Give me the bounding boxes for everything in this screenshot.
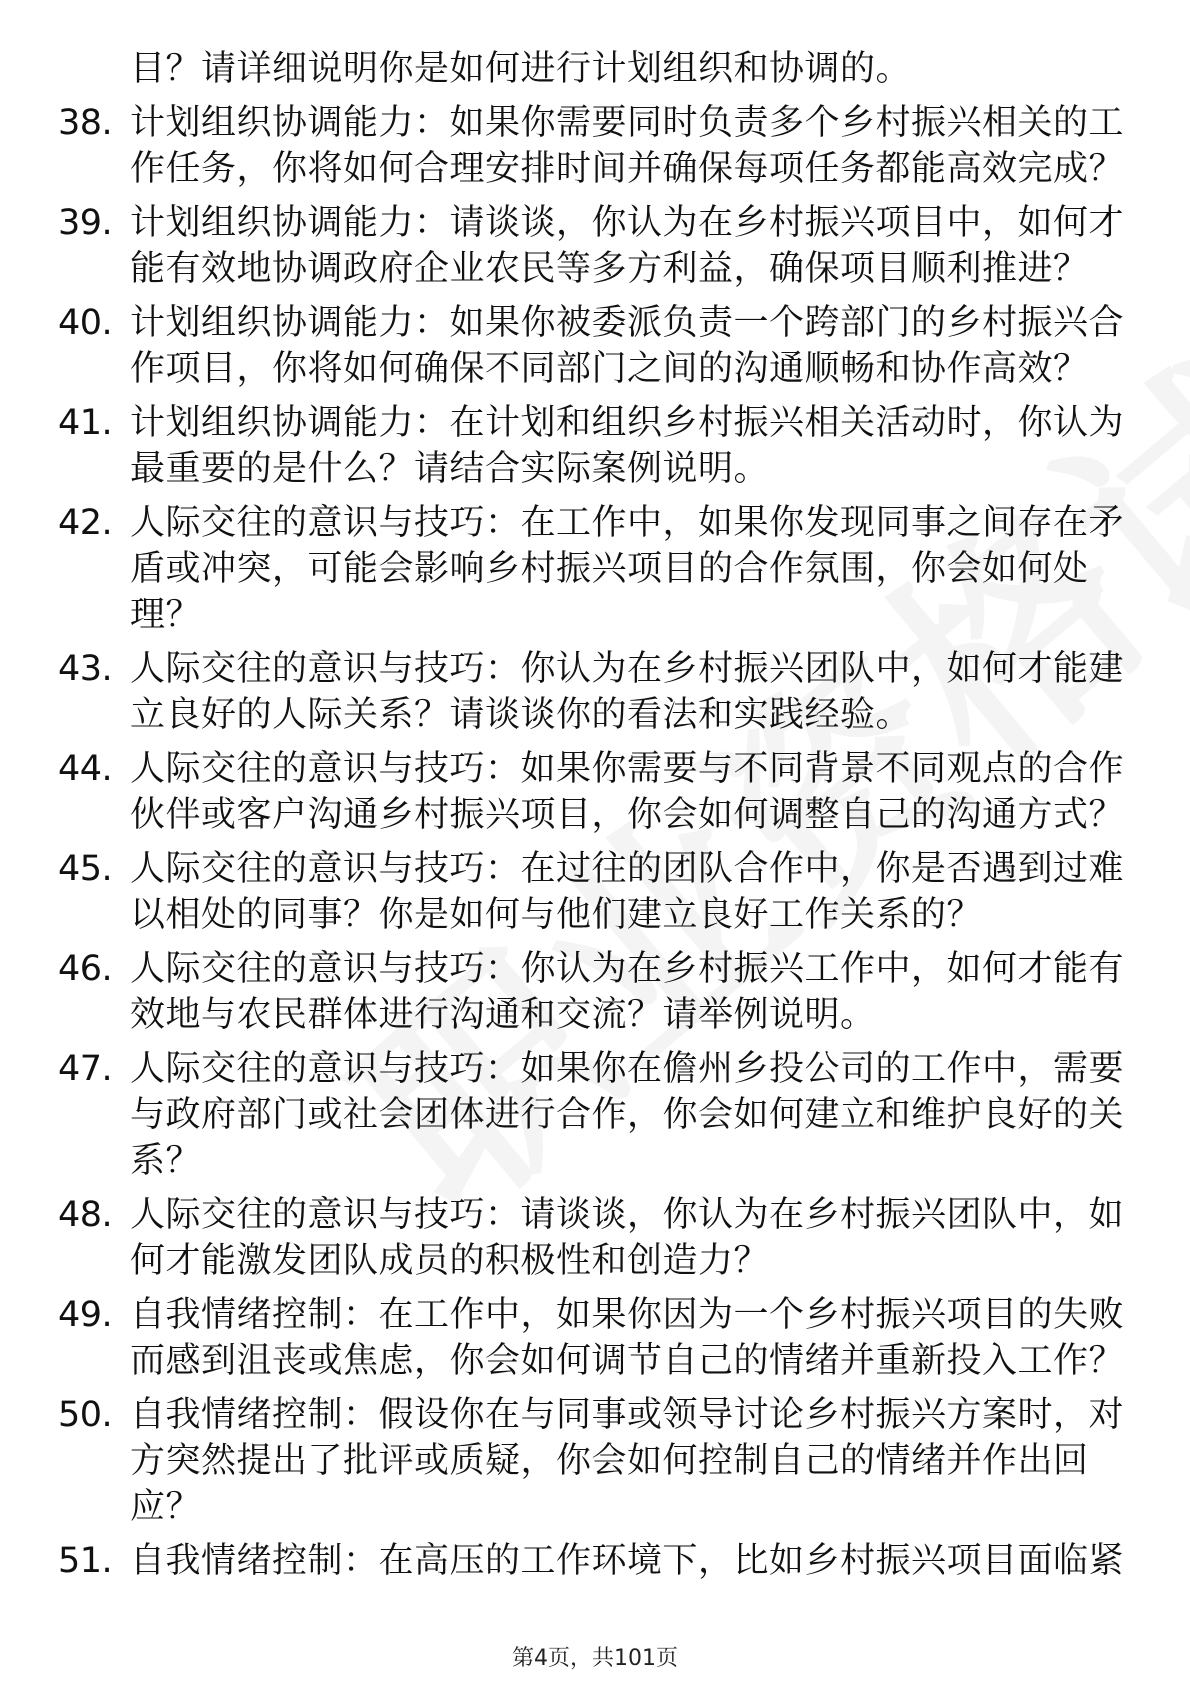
question-number: 50.	[58, 1395, 113, 1435]
question-text-line: 与政府部门或社会团体进行合作，你会如何建立和维护良好的关	[130, 1095, 1125, 1135]
question-text	[130, 1192, 1128, 1284]
question-text-line: 人际交往的意识与技巧：在工作中，如果你发现同事之间存在矛	[130, 503, 1125, 543]
question-number: 40.	[58, 303, 113, 343]
page-footer: 第4页，共101页	[512, 1646, 678, 1671]
question-text-line: 立良好的人际关系？请谈谈你的看法和实践经验。	[130, 695, 912, 735]
question-text-line: 计划组织协调能力：请谈谈，你认为在乡村振兴项目中，如何才	[130, 203, 1125, 243]
question-text	[130, 1538, 1128, 1584]
question-item	[58, 646, 1128, 738]
question-text-line: 作项目，你将如何确保不同部门之间的沟通顺畅和协作高效？	[130, 349, 1089, 389]
question-number: 49.	[58, 1295, 113, 1335]
question-text	[130, 1046, 1128, 1184]
question-text	[130, 400, 1128, 492]
question-text-line: 计划组织协调能力：如果你被委派负责一个跨部门的乡村振兴合	[130, 303, 1125, 343]
question-item	[58, 946, 1128, 1038]
question-text-line: 人际交往的意识与技巧：在过往的团队合作中，你是否遇到过难	[130, 849, 1125, 889]
question-list	[58, 46, 1128, 1584]
question-text-line: 方突然提出了批评或质疑，你会如何控制自己的情绪并作出回	[130, 1441, 1089, 1481]
question-item	[58, 100, 1128, 192]
question-text-line: 盾或冲突，可能会影响乡村振兴项目的合作氛围，你会如何处	[130, 549, 1089, 589]
question-number: 47.	[58, 1049, 113, 1089]
question-text-line: 能有效地协调政府企业农民等多方利益，确保项目顺利推进？	[130, 249, 1089, 289]
question-item	[58, 400, 1128, 492]
question-item	[58, 200, 1128, 292]
question-text	[130, 500, 1128, 638]
question-text-line: 系？	[130, 1141, 202, 1181]
question-item	[58, 1046, 1128, 1184]
question-text-line: 人际交往的意识与技巧：如果你在儋州乡投公司的工作中，需要	[130, 1049, 1125, 1089]
question-text-line: 自我情绪控制：在高压的工作环境下，比如乡村振兴项目面临紧	[130, 1541, 1125, 1581]
question-text-line: 自我情绪控制：在工作中，如果你因为一个乡村振兴项目的失败	[130, 1295, 1125, 1335]
question-text-line: 最重要的是什么？请结合实际案例说明。	[130, 449, 770, 489]
question-items	[58, 100, 1128, 1584]
question-text	[130, 846, 1128, 938]
question-text	[130, 100, 1128, 192]
question-text-line: 人际交往的意识与技巧：如果你需要与不同背景不同观点的合作	[130, 749, 1125, 789]
question-text	[130, 746, 1128, 838]
question-number: 42.	[58, 503, 113, 543]
question-number: 38.	[58, 103, 113, 143]
question-text-line: 伙伴或客户沟通乡村振兴项目，你会如何调整自己的沟通方式？	[130, 795, 1125, 835]
question-text-line: 计划组织协调能力：在计划和组织乡村振兴相关活动时，你认为	[130, 403, 1125, 443]
question-item	[58, 1192, 1128, 1284]
question-text-line: 人际交往的意识与技巧：你认为在乡村振兴团队中，如何才能建	[130, 649, 1125, 689]
question-item	[58, 1292, 1128, 1384]
question-text-line: 以相处的同事？你是如何与他们建立良好工作关系的？	[130, 895, 983, 935]
question-text	[130, 946, 1128, 1038]
question-text-line: 计划组织协调能力：如果你需要同时负责多个乡村振兴相关的工	[130, 103, 1125, 143]
question-text-line: 作任务，你将如何合理安排时间并确保每项任务都能高效完成？	[130, 149, 1125, 189]
question-text-line: 自我情绪控制：假设你在与同事或领导讨论乡村振兴方案时，对	[130, 1395, 1125, 1435]
question-number: 41.	[58, 403, 113, 443]
question-number: 43.	[58, 649, 113, 689]
question-text-line: 人际交往的意识与技巧：你认为在乡村振兴工作中，如何才能有	[130, 949, 1125, 989]
question-text-line: 何才能激发团队成员的积极性和创造力？	[130, 1241, 770, 1281]
question-number: 39.	[58, 203, 113, 243]
question-item	[58, 1538, 1128, 1584]
question-item	[58, 746, 1128, 838]
question-text	[130, 300, 1128, 392]
question-number: 45.	[58, 849, 113, 889]
question-text-line: 效地与农民群体进行沟通和交流？请举例说明。	[130, 995, 876, 1035]
question-item	[58, 846, 1128, 938]
question-text-line: 人际交往的意识与技巧：请谈谈，你认为在乡村振兴团队中，如	[130, 1195, 1125, 1235]
question-text	[130, 646, 1128, 738]
question-text	[130, 1292, 1128, 1384]
question-text-line: 理？	[130, 595, 202, 635]
question-text-line: 应？	[130, 1487, 202, 1527]
question-text-line: 而感到沮丧或焦虑，你会如何调节自己的情绪并重新投入工作？	[130, 1341, 1125, 1381]
question-text	[130, 1392, 1128, 1530]
question-number: 48.	[58, 1195, 113, 1235]
question-number: 51.	[58, 1541, 113, 1581]
question-item	[58, 500, 1128, 638]
continued-question-text: 目？请详细说明你是如何进行计划组织和协调的。	[130, 49, 912, 89]
question-item	[58, 300, 1128, 392]
question-item	[58, 1392, 1128, 1530]
question-text	[130, 200, 1128, 292]
question-number: 44.	[58, 749, 113, 789]
question-number: 46.	[58, 949, 113, 989]
